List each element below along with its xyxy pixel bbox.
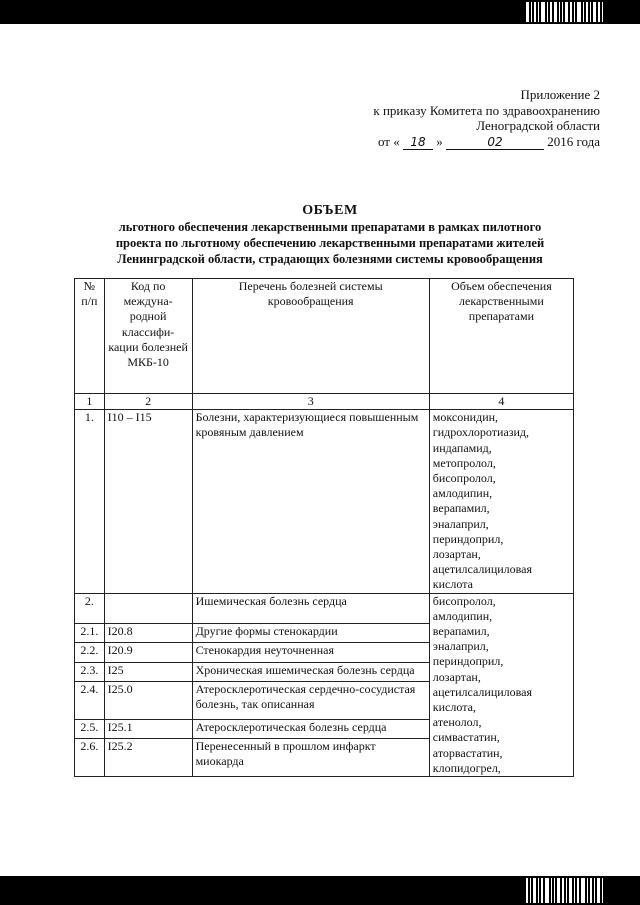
row-code: I10 – I15	[104, 410, 192, 593]
group2-drugs	[429, 593, 573, 776]
index-cell: 2	[104, 394, 192, 410]
row-code: I25.2	[104, 739, 192, 777]
index-cell: 4	[429, 394, 573, 410]
drug-item: метопролол,	[432, 455, 496, 470]
drug-item: гидрохлоротиазид,	[432, 425, 530, 440]
table-row	[75, 593, 574, 623]
index-cell: 1	[75, 394, 105, 410]
drug-item: амлодипин,	[432, 486, 493, 501]
drug-item: симвастатин,	[432, 730, 500, 745]
index-cell: 3	[192, 394, 429, 410]
header-code: Код по междуна-родной классифи-кации болезней МКБ-10	[104, 279, 192, 394]
appendix-header	[373, 87, 600, 150]
barcode-top	[526, 2, 630, 22]
row-disease: Стенокардия неуточненная	[192, 643, 429, 662]
title-main: ОБЪЕМ	[302, 203, 358, 218]
row-disease: Атеросклеротическая сердечно-сосудистая болезнь, так описанная	[192, 682, 429, 720]
date-line	[373, 134, 600, 150]
drug-coverage-table	[74, 278, 574, 777]
drug-item: моксонидин,	[432, 410, 499, 425]
barcode-bottom	[526, 878, 630, 903]
document-title	[60, 202, 600, 267]
row-code: I25.1	[104, 719, 192, 738]
row-disease: Перенесенный в прошлом инфаркт миокарда	[192, 739, 429, 777]
drug-item: бисопролол,	[432, 471, 496, 486]
drug-item: периндоприл,	[432, 531, 504, 546]
date-year: 2016 года	[547, 133, 600, 149]
drug-item: индапамид,	[432, 440, 492, 455]
drug-item: атенолол,	[432, 715, 482, 730]
region-line: Леноградской области	[476, 118, 600, 133]
drug-item: аторвастатин,	[432, 745, 503, 760]
drug-item: ацетилсалициловая	[432, 684, 533, 699]
row-code: I25.0	[104, 682, 192, 720]
row-disease: Хроническая ишемическая болезнь сердца	[192, 662, 429, 681]
header-diseases: Перечень болезней системы кровообращения	[192, 279, 429, 394]
drug-item: лозартан,	[432, 669, 481, 684]
drug-item: верапамил,	[432, 501, 490, 516]
drug-item: периндоприл,	[432, 654, 504, 669]
row-disease: Ишемическая болезнь сердца	[192, 593, 429, 623]
row-disease: Атеросклеротическая болезнь сердца	[192, 719, 429, 738]
drug-item: эналаприл,	[432, 639, 489, 654]
date-day-handwritten: 18	[403, 136, 433, 150]
row-code: I25	[104, 662, 192, 681]
row-number: 2.4.	[75, 682, 105, 720]
row-number: 2.	[75, 593, 105, 623]
header-drugs: Объем обеспечения лекарственными препаратами	[429, 279, 573, 394]
row-number: 2.2.	[75, 643, 105, 662]
date-mid: »	[436, 133, 443, 149]
row-drugs	[429, 410, 573, 593]
row-number: 2.3.	[75, 662, 105, 681]
date-month-handwritten: 02	[446, 136, 544, 150]
table-row	[75, 410, 574, 593]
row-number: 2.6.	[75, 739, 105, 777]
drug-item: кислота	[432, 577, 473, 592]
row-code: I20.8	[104, 623, 192, 642]
drug-item: клопидогрел,	[432, 760, 501, 775]
drug-item: бисопролол,	[432, 593, 496, 608]
row-number: 2.5.	[75, 719, 105, 738]
drug-item: амлодипин,	[432, 608, 493, 623]
title-line-1: льготного обеспечения лекарственными препаратами в рамках пилотного	[118, 220, 542, 234]
row-code: I20.9	[104, 643, 192, 662]
order-line: к приказу Комитета по здравоохранению	[373, 102, 600, 118]
appendix-label: Приложение 2	[520, 87, 600, 102]
row-number: 2.1.	[75, 623, 105, 642]
table-header-row	[75, 279, 574, 394]
row-number: 1.	[75, 410, 105, 593]
drug-item: кислота,	[432, 700, 476, 715]
drug-item: лозартан,	[432, 547, 481, 562]
title-line-3: Ленинградской области, страдающих болезнями системы кровообращения	[117, 252, 543, 266]
drug-item: верапамил,	[432, 624, 490, 639]
title-line-2: проекта по льготному обеспечению лекарственными препаратами жителей	[115, 236, 545, 250]
header-number: № п/п	[75, 279, 105, 394]
row-disease: Болезни, характеризующиеся повышенным кровяным давлением	[192, 410, 429, 593]
date-prefix: от «	[377, 133, 400, 149]
row-code	[104, 593, 192, 623]
row-disease: Другие формы стенокардии	[192, 623, 429, 642]
table-index-row	[75, 394, 574, 410]
drug-item: ацетилсалициловая	[432, 562, 533, 577]
drug-item: эналаприл,	[432, 516, 489, 531]
